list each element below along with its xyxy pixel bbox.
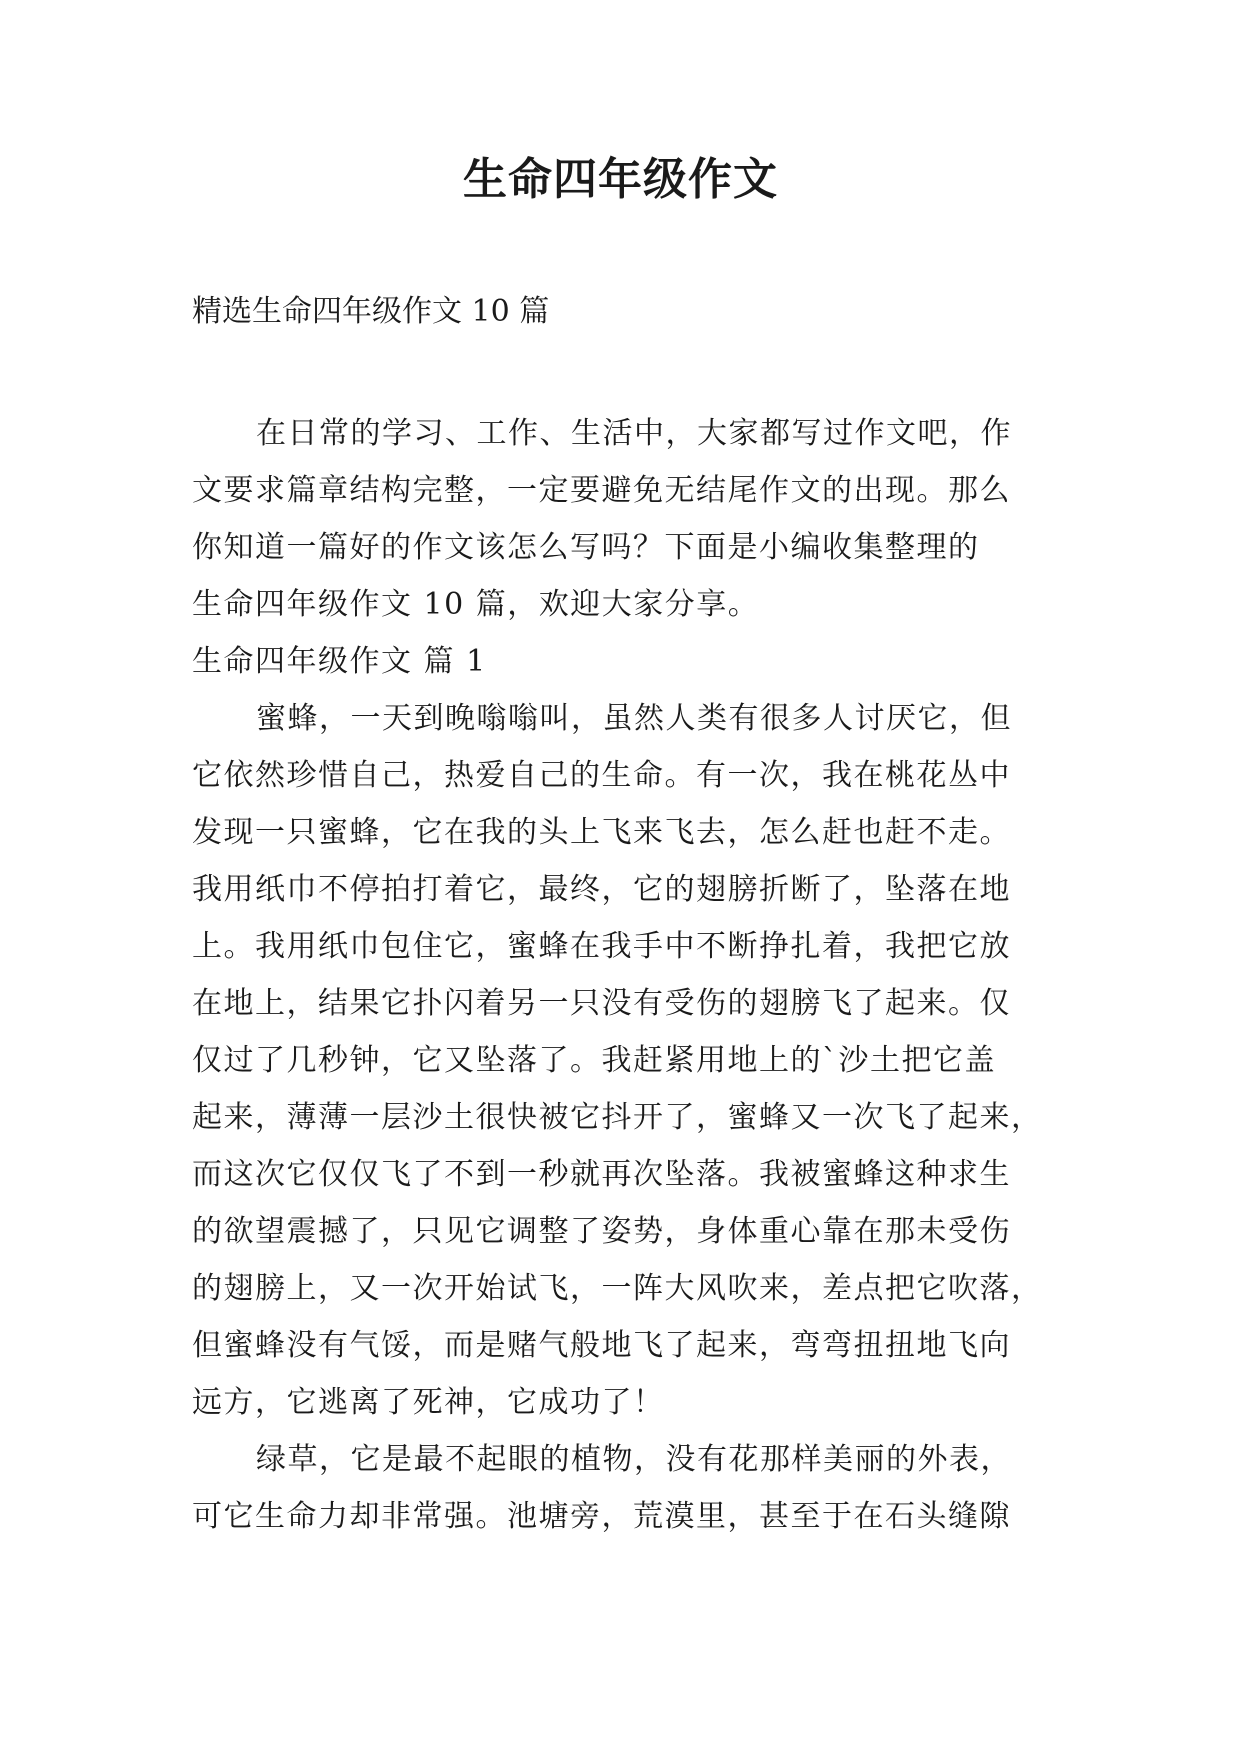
text-line: 绿草，它是最不起眼的植物，没有花那样美丽的外表， — [256, 1442, 1012, 1477]
text-line: 你知道一篇好的作文该怎么写吗？下面是小编收集整理的 — [192, 530, 980, 565]
text-line: 起来，薄薄一层沙土很快被它抖开了，蜜蜂又一次飞了起来， — [192, 1100, 1043, 1135]
document-subtitle: 精选生命四年级作文 10 篇 — [192, 294, 550, 329]
text-line: 可它生命力却非常强。池塘旁，荒漠里，甚至于在石头缝隙 — [192, 1499, 1011, 1534]
text-line: 在日常的学习、工作、生活中，大家都写过作文吧，作 — [256, 416, 1012, 451]
text-line: 的欲望震撼了，只见它调整了姿势，身体重心靠在那未受伤 — [192, 1214, 1011, 1249]
text-line: 文要求篇章结构完整，一定要避免无结尾作文的出现。那么 — [192, 473, 1011, 508]
text-line: 在地上，结果它扑闪着另一只没有受伤的翅膀飞了起来。仅 — [192, 986, 1011, 1021]
document-body — [192, 405, 1072, 1545]
text-line: 蜜蜂，一天到晚嗡嗡叫，虽然人类有很多人讨厌它，但 — [256, 701, 1012, 736]
text-line: 发现一只蜜蜂，它在我的头上飞来飞去，怎么赶也赶不走。 — [192, 815, 1011, 850]
text-line: 上。我用纸巾包住它，蜜蜂在我手中不断挣扎着，我把它放 — [192, 929, 1011, 964]
text-line: 但蜜蜂没有气馁，而是赌气般地飞了起来，弯弯扭扭地飞向 — [192, 1328, 1011, 1363]
text-line: 远方，它逃离了死神，它成功了！ — [192, 1385, 665, 1420]
text-line: 而这次它仅仅飞了不到一秒就再次坠落。我被蜜蜂这种求生 — [192, 1157, 1011, 1192]
document-title: 生命四年级作文 — [463, 154, 778, 205]
text-line: 生命四年级作文 篇 1 — [192, 644, 487, 679]
text-line: 生命四年级作文 10 篇，欢迎大家分享。 — [192, 587, 760, 622]
text-line: 我用纸巾不停拍打着它，最终，它的翅膀折断了，坠落在地 — [192, 872, 1011, 907]
text-line: 仅过了几秒钟，它又坠落了。我赶紧用地上的`沙土把它盖 — [192, 1043, 996, 1078]
text-line: 它依然珍惜自己，热爱自己的生命。有一次，我在桃花丛中 — [192, 758, 1011, 793]
text-line: 的翅膀上，又一次开始试飞，一阵大风吹来，差点把它吹落， — [192, 1271, 1043, 1306]
